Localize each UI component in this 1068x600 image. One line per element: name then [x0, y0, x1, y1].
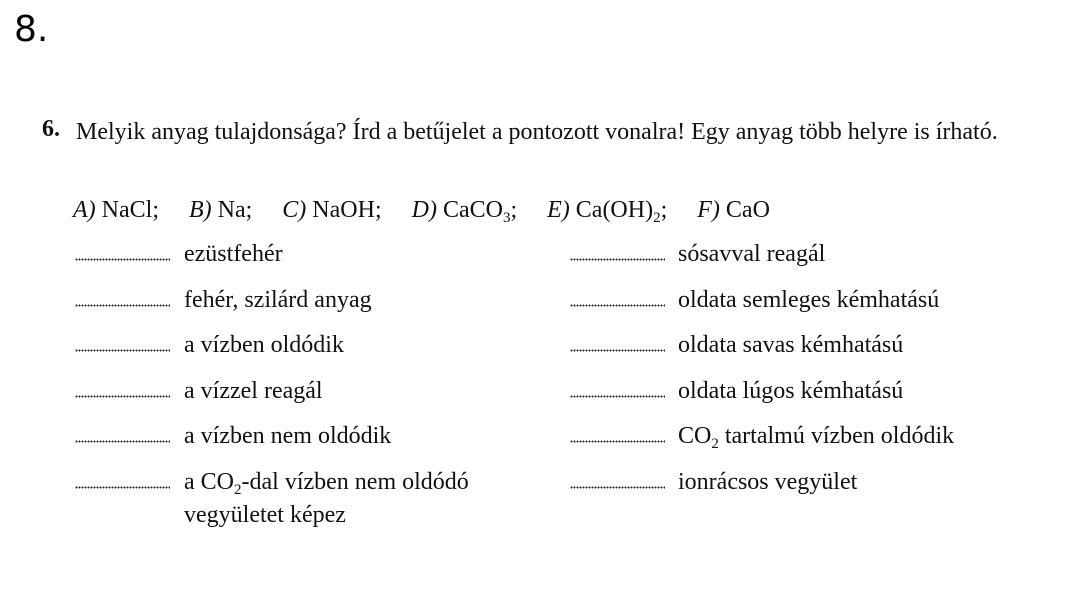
answer-blank[interactable] — [75, 467, 170, 489]
label-text: CO — [678, 423, 712, 450]
property-label: sósavval reagál — [678, 241, 826, 267]
option-suffix: ; — [510, 197, 518, 223]
label-text: vegyületet képez — [184, 501, 346, 528]
label-subscript: 2 — [234, 481, 242, 498]
property-label: oldata semleges kémhatású — [678, 286, 940, 313]
option-formula: NaCl; — [101, 197, 159, 223]
option-f — [697, 194, 770, 226]
option-letter: D) — [411, 197, 437, 223]
right-property-list — [570, 238, 954, 512]
property-row — [570, 284, 954, 330]
option-b — [189, 194, 252, 226]
option-suffix: ; — [660, 197, 668, 223]
question-text: Melyik anyag tulajdonsága? Írd a betűjelet a pontozott vonalra! Egy anyag több helyre is írható. — [76, 119, 998, 145]
answer-blank[interactable] — [570, 330, 665, 352]
option-letter: C) — [282, 197, 307, 223]
property-row — [75, 375, 469, 421]
answer-blank[interactable] — [75, 376, 170, 398]
option-letter: F) — [697, 197, 720, 223]
option-subscript: 2 — [653, 210, 661, 226]
answer-blank[interactable] — [75, 239, 170, 261]
property-row — [75, 238, 469, 284]
property-row — [75, 284, 469, 330]
option-subscript: 3 — [502, 210, 511, 226]
answer-blank[interactable] — [75, 330, 170, 352]
option-a — [73, 194, 159, 226]
answer-blank[interactable] — [75, 285, 170, 307]
option-formula: Na; — [217, 197, 253, 223]
option-formula: Ca(OH) — [575, 197, 654, 223]
page-number: 8. — [14, 9, 49, 50]
option-letter: B) — [188, 197, 212, 223]
property-row — [75, 420, 469, 466]
property-row — [570, 238, 954, 284]
answer-blank[interactable] — [570, 376, 665, 398]
answer-blank[interactable] — [570, 421, 665, 443]
option-c — [282, 194, 381, 226]
label-subscript: 2 — [711, 436, 719, 453]
property-row — [75, 466, 469, 544]
property-row — [570, 375, 954, 421]
property-label: fehér, szilárd anyag — [184, 286, 372, 313]
property-label: oldata savas kémhatású — [678, 332, 904, 359]
option-d — [412, 194, 518, 226]
property-label: ionrácsos vegyület — [678, 468, 858, 495]
label-text: tartalmú vízben oldódik — [718, 423, 955, 450]
property-label — [184, 466, 469, 532]
property-label: oldata lúgos kémhatású — [678, 377, 904, 404]
answer-blank[interactable] — [75, 421, 170, 443]
property-label: a vízben oldódik — [184, 332, 344, 359]
option-letter: A) — [73, 197, 96, 223]
property-label — [678, 420, 954, 453]
answer-blank[interactable] — [570, 239, 665, 261]
label-text: -dal vízben nem oldódó — [241, 468, 469, 495]
question-number: 6. — [42, 116, 60, 142]
option-letter: E) — [547, 197, 570, 223]
answer-blank[interactable] — [570, 285, 665, 307]
property-row — [570, 329, 954, 375]
property-label: a vízben nem oldódik — [184, 423, 392, 450]
property-row — [570, 466, 954, 512]
option-formula: CaO — [725, 197, 770, 223]
left-property-list — [75, 238, 469, 544]
property-label: a vízzel reagál — [184, 377, 323, 404]
option-formula: CaCO — [442, 197, 503, 223]
property-row — [75, 329, 469, 375]
answer-options — [73, 194, 770, 226]
answer-blank[interactable] — [570, 467, 665, 489]
property-row — [570, 420, 954, 466]
option-e — [547, 194, 667, 226]
property-label: ezüstfehér — [184, 241, 283, 267]
option-formula: NaOH; — [312, 197, 382, 223]
label-text: a CO — [184, 468, 234, 495]
